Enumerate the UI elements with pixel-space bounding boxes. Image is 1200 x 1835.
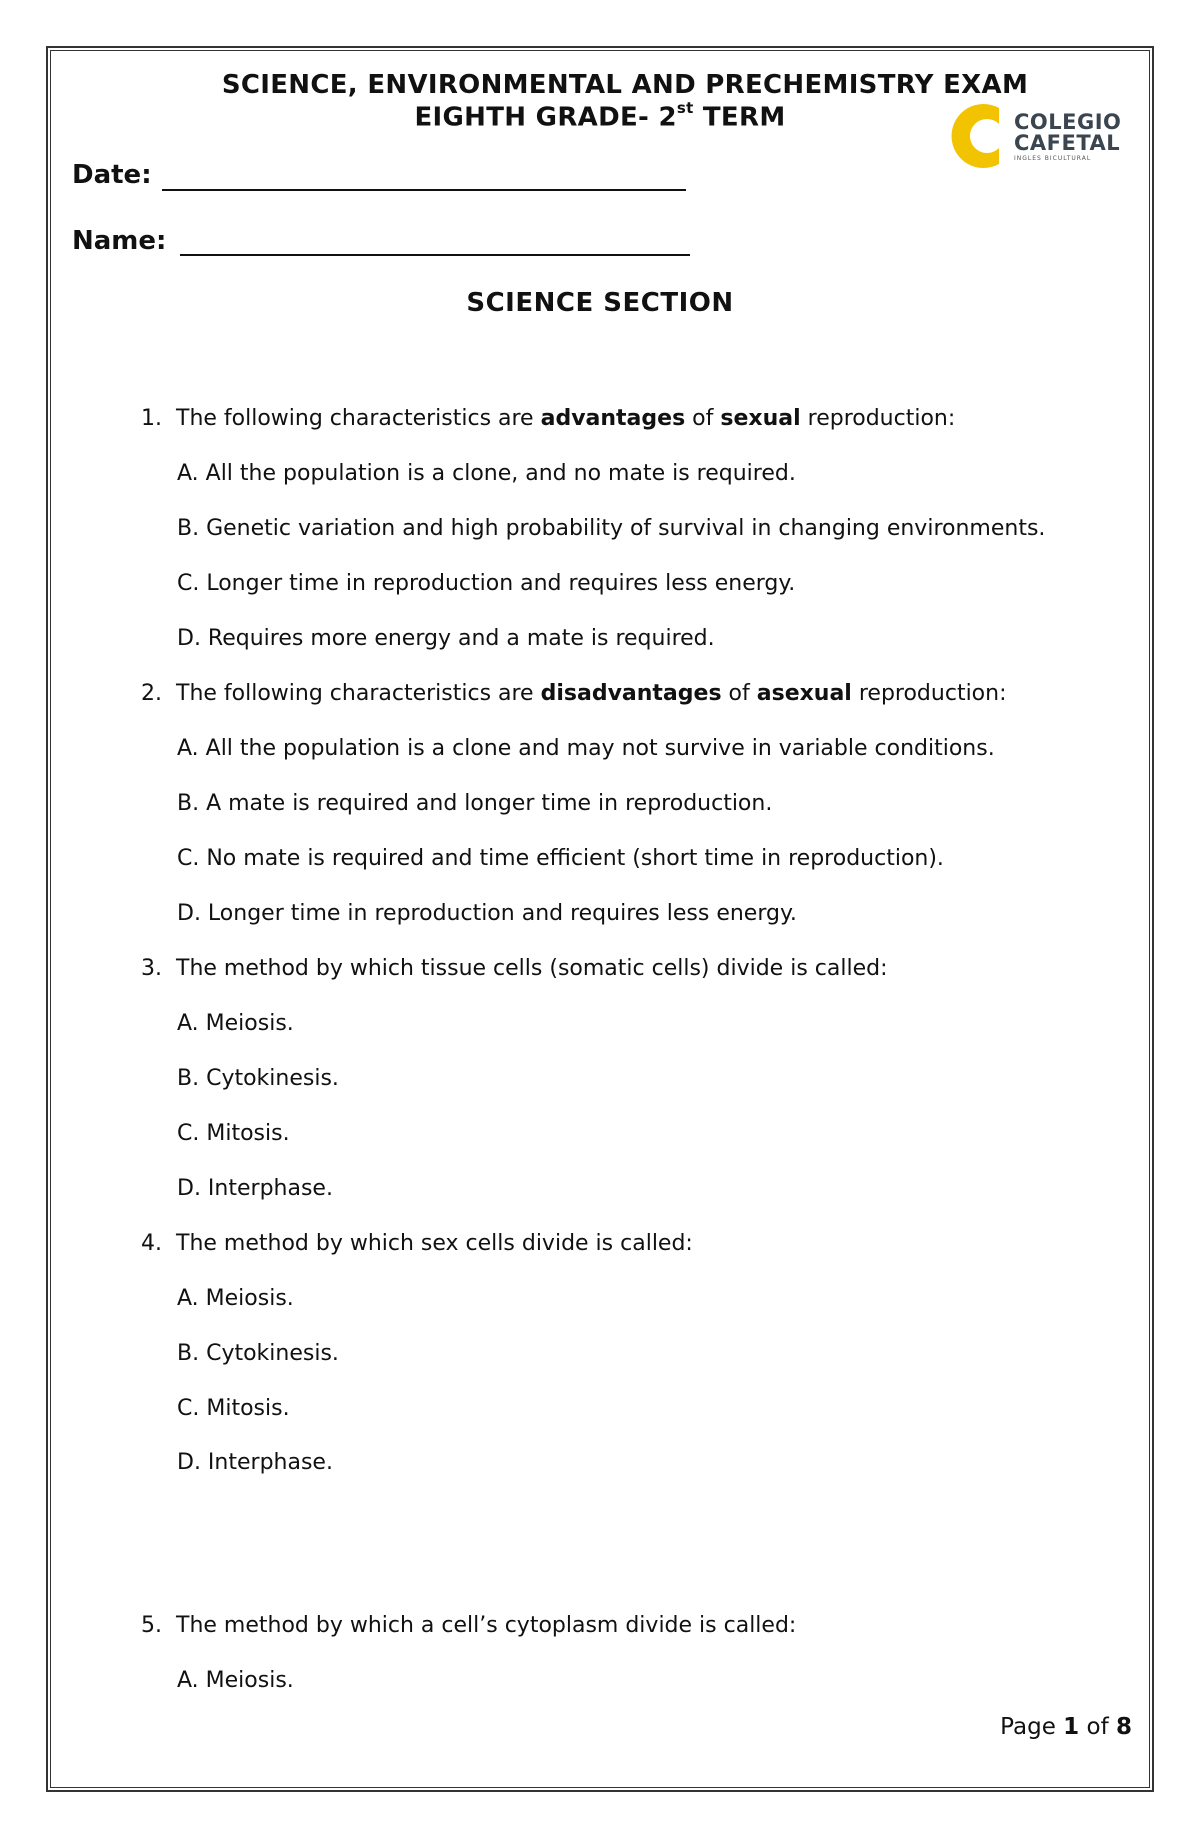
question-3-option-a: A. Meiosis. bbox=[177, 1011, 294, 1036]
logo-tagline: INGLES BICULTURAL bbox=[1014, 155, 1092, 162]
question-3-option-b: B. Cytokinesis. bbox=[177, 1066, 339, 1091]
question-3: 3. The method by which tissue cells (somatic cells) divide is called: bbox=[141, 956, 888, 981]
question-3-option-c: C. Mitosis. bbox=[177, 1121, 290, 1146]
name-field[interactable] bbox=[180, 254, 690, 256]
date-field[interactable] bbox=[162, 189, 686, 191]
question-1-option-b: B. Genetic variation and high probability of survival in changing environments. bbox=[177, 516, 1046, 541]
exam-title: SCIENCE, ENVIRONMENTAL AND PRECHEMISTRY EXAM bbox=[221, 70, 1029, 100]
question-5: 5. The method by which a cell’s cytoplasm divide is called: bbox=[141, 1613, 797, 1638]
question-4-option-a: A. Meiosis. bbox=[177, 1286, 294, 1311]
question-1: 1. The following characteristics are advantages of sexual reproduction: bbox=[141, 406, 956, 431]
question-4-option-c: C. Mitosis. bbox=[177, 1396, 290, 1421]
question-2-option-d: D. Longer time in reproduction and requires less energy. bbox=[177, 901, 797, 926]
date-label: Date: bbox=[72, 160, 152, 190]
question-2: 2. The following characteristics are disadvantages of asexual reproduction: bbox=[141, 681, 1007, 706]
logo-text-cafetal: CAFETAL bbox=[1014, 131, 1121, 155]
question-1-option-c: C. Longer time in reproduction and requires less energy. bbox=[177, 571, 796, 596]
question-4-option-d: D. Interphase. bbox=[177, 1450, 333, 1475]
question-5-option-a: A. Meiosis. bbox=[177, 1668, 294, 1693]
question-1-option-d: D. Requires more energy and a mate is required. bbox=[177, 626, 715, 651]
question-4: 4. The method by which sex cells divide is called: bbox=[141, 1231, 693, 1256]
question-2-option-c: C. No mate is required and time efficient (short time in reproduction). bbox=[177, 846, 944, 871]
page-number: Page 1 of 8 bbox=[1000, 1714, 1132, 1740]
question-4-option-b: B. Cytokinesis. bbox=[177, 1341, 339, 1366]
question-3-option-d: D. Interphase. bbox=[177, 1176, 333, 1201]
section-title: SCIENCE SECTION bbox=[466, 288, 734, 318]
question-2-option-b: B. A mate is required and longer time in reproduction. bbox=[177, 791, 773, 816]
exam-subtitle: EIGHTH GRADE- 2st TERM bbox=[414, 99, 786, 133]
question-1-option-a: A. All the population is a clone, and no mate is required. bbox=[177, 461, 796, 486]
name-label: Name: bbox=[72, 226, 167, 256]
question-2-option-a: A. All the population is a clone and may not survive in variable conditions. bbox=[177, 736, 995, 761]
logo-text-colegio: COLEGIO bbox=[1014, 110, 1122, 134]
